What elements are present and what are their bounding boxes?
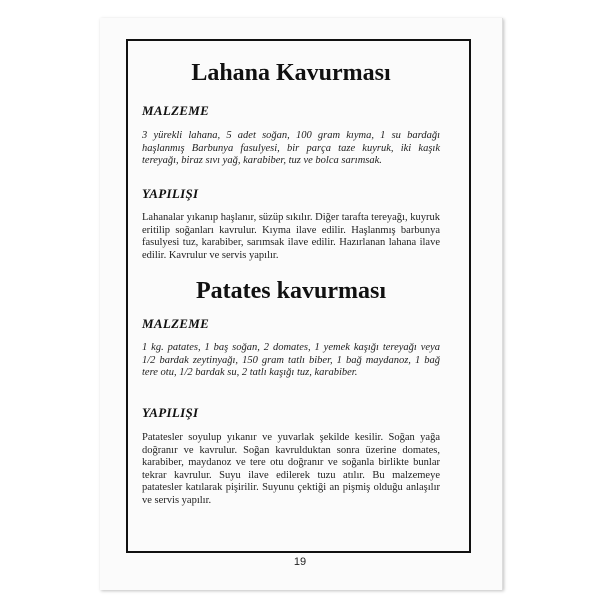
- recipe-1-method-label: YAPILIŞI: [142, 186, 199, 201]
- recipe-1-method-text: Lahanalar yıkanıp haşlanır, süzüp sıkılır. Diğer tarafta tereyağı, kuyruk eritilip soğanları kavrulur. Kıyma ilave edilir. Haşlanmış barbunya fasulyesi tuz, karabiber, sarımsak ilave edilir. Hazırlanan lahana ilave edilir. Kavrulur ve servis yapılır.: [142, 212, 440, 261]
- page-number: 19: [293, 556, 307, 568]
- recipe-1-title: Lahana Kavurması: [191, 60, 391, 86]
- recipe-2-method-label: YAPILIŞI: [142, 405, 199, 420]
- recipe-2-method-text: Patatesler soyulup yıkanır ve yuvarlak şekilde kesilir. Soğan yağa doğranır ve kavrulur. Soğan kavrulduktan sonra üzerine domates, karabiber, maydanoz ve tere otu doğranır ve soğanla birlikte bunlar tekrar kavrulur. Suyu ilave edilerek tuzu atılır. Bu malzemeye patatesler katılarak pişirilir. Suyunu çektiği an pişmiş olduğu anlaşılır ve servis yapılır.: [142, 432, 440, 506]
- recipe-1-ingredients-label: MALZEME: [142, 103, 210, 118]
- recipe-2-ingredients-text: 1 kg. patates, 1 baş soğan, 2 domates, 1 yemek kaşığı tereyağı veya 1/2 bardak zeytinyağı, 150 gram tatlı biber, 1 bağ maydanoz, 1 bağ tere otu, 1/2 bardak su, 2 tatlı kaşığı tuz, karabiber.: [142, 342, 440, 379]
- recipe-2-title: Patates kavurması: [196, 278, 386, 304]
- recipe-1-ingredients-text: 3 yürekli lahana, 5 adet soğan, 100 gram kıyma, 1 su bardağı haşlanmış Barbunya fasulyesi, bir parça taze kuyruk, iki kaşık tereyağı, biraz sıvı yağ, karabiber, tuz ve bolca sarımsak.: [142, 130, 440, 167]
- recipe-2-ingredients-label: MALZEME: [142, 316, 210, 331]
